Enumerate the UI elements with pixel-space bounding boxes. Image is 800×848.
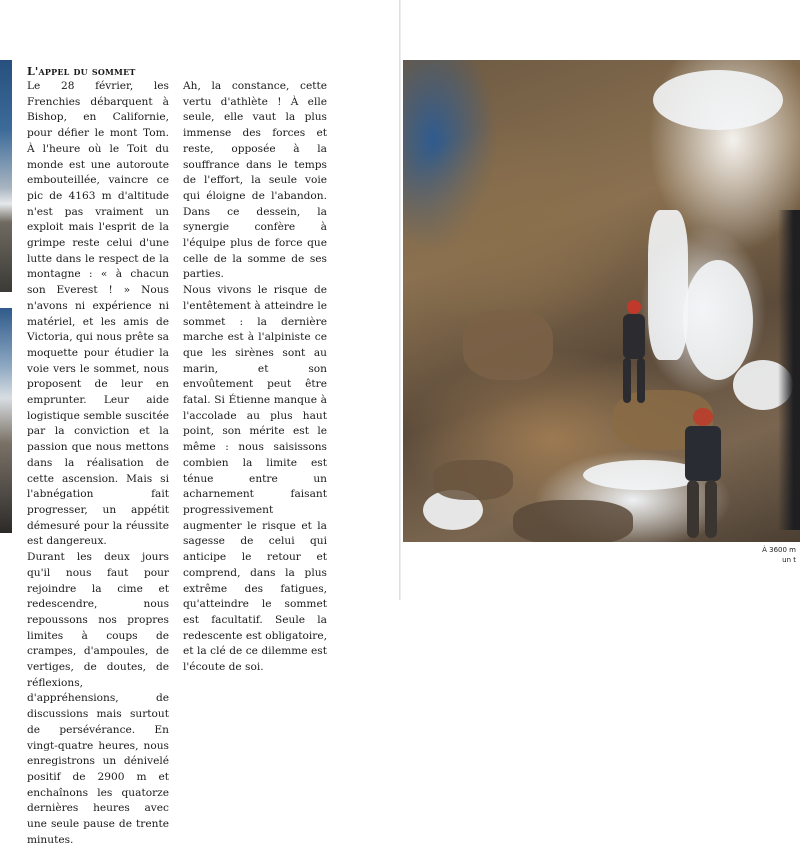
thumbnail-photo-bottom — [0, 308, 12, 533]
thumbnail-photo-top — [0, 60, 12, 292]
paragraph: Le 28 février, les Frenchies débarquent à Bishop, en Californie, pour défier le mont Tom. À l'heure où le Toit du monde est une autoroute embouteillée, vaincre ce pic de 4163 m d'altitude n'est pas vraiment un exploit mais l'esprit de la grimpe reste celui d'une lutte dans le respect de la montagne : « à chacun son Everest ! » Nous n'avons ni expérience ni matériel, et les amis de Victoria, qui nous prête sa moquette pour étudier la voie vers le sommet, nous proposent de leur en emprunter. Leur aide logistique semble suscitée par la conviction et la passion que nous mettons dans la réalisation de cette ascension. Mais si l'abnégation fait progresser, un appétit démesuré pour la réussite est dangereux. — [27, 80, 169, 548]
photo-caption-line-2: un t — [782, 556, 796, 564]
left-page — [0, 0, 400, 846]
section-heading: L'appel du sommet — [27, 65, 136, 78]
climber-figure — [615, 300, 655, 410]
mountain-climbers-photo — [403, 60, 800, 542]
climber-figure — [671, 408, 731, 538]
paragraph: Durant les deux jours qu'il nous faut pour rejoindre la cime et redescendre, nous repoussons nos propres limites à coups de crampes, d'ampoules, de vertiges, de doutes, de réflexions, d'appréhensions, de discussions mais surtout de persévérance. En vingt-quatre heures, nous enregistrons un dénivelé positif de 2900 m et enchaînons les quatorze dernières heures avec une seule pause de trente minutes. — [27, 551, 169, 846]
paragraph: Nous vivons le risque de l'entêtement à atteindre le sommet : la dernière marche est à l'alpiniste ce que les sirènes sont au marin, et son envoûtement peut être fatal. Si Étienne manque à l'accolade au plus haut point, son mérite est le même : nous saisissons combien la limite est ténue entre un acharnement faisant progressivement augmenter le risque et la sagesse de celui qui anticipe le retour et comprend, dans la plus extrême des fatigues, qu'atteindre le sommet est facultatif. Seule la redescente est obligatoire, et la clé de ce dilemme est l'écoute de soi. — [183, 284, 327, 674]
text-column-1 — [27, 64, 169, 848]
climber-partial-edge — [778, 210, 800, 530]
text-column-2 — [183, 79, 327, 676]
paragraph: Ah, la constance, cette vertu d'athlète ! À elle seule, elle vaut la plus immense des forces et reste, opposée à la souffrance dans le temps de l'effort, la seule voie qui éloigne de l'abandon. Dans ce dessein, la synergie confère à l'équipe plus de force que celle de la somme de ses parties. — [183, 80, 327, 281]
photo-caption: À 3600 m — [762, 546, 796, 554]
